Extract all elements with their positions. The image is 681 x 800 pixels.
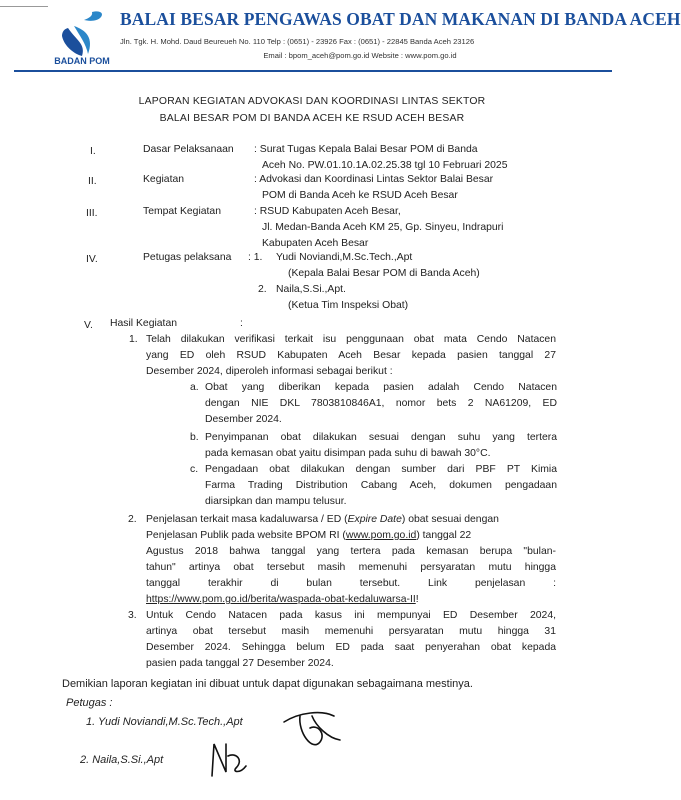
result-2-line-2-end: ) tanggal 22 — [416, 530, 472, 541]
result-1-line-1: Telah dilakukan verifikasi terkait isu penggunaan obat mata Cendo Natacen — [146, 334, 556, 345]
section-1-line-1: : Surat Tugas Kepala Balai Besar POM di Banda — [254, 144, 478, 155]
logo-caption: BADAN POM — [54, 56, 110, 66]
result-3-line-2: artinya obat tersebut masih memenuhi persyaratan mutu hingga 31 — [146, 626, 556, 637]
section-5-number: V. — [84, 320, 93, 331]
result-2-line-6 — [146, 592, 419, 608]
officer-2-name: Naila,S.Si.,Apt. — [276, 284, 346, 295]
agency-name: BALAI BESAR PENGAWAS OBAT DAN MAKANAN DI BANDA ACEH — [120, 9, 681, 29]
result-2-line-1 — [146, 512, 499, 528]
top-edge-line — [0, 6, 48, 7]
signature-officer-2 — [212, 744, 246, 776]
result-2-line-1-end: ) obat sesuai dengan — [401, 514, 499, 525]
section-3-number: III. — [86, 208, 98, 219]
result-2-number: 2. — [128, 514, 137, 525]
result-1b-line-2: pada kemasan obat yaitu disimpan pada suhu di bawah 30°C. — [205, 448, 491, 459]
result-2-line-5: tanggal terakhir di bulan tersebut. Link penjelasan : — [146, 578, 556, 589]
result-2-line-2 — [146, 528, 471, 544]
section-4-label: Petugas pelaksana — [143, 252, 232, 263]
result-1-line-2: yang ED oleh RSUD Kabupaten Aceh Besar kepada pasien tanggal 27 — [146, 350, 556, 361]
result-1c-line-1: Pengadaan obat dilakukan dengan sumber dari PBF PT Kimia — [205, 464, 557, 475]
result-3-number: 3. — [128, 610, 137, 621]
section-3-label: Tempat Kegiatan — [143, 206, 221, 217]
pom-website-link[interactable]: www.pom.go.id — [345, 530, 417, 541]
section-5-label: Hasil Kegiatan — [110, 318, 178, 329]
officer-2-role: (Ketua Tim Inspeksi Obat) — [288, 300, 409, 311]
header-divider — [14, 70, 612, 72]
result-1a-letter: a. — [190, 382, 199, 393]
result-3-line-3: Desember 2024. Sehingga belum ED pada saat penyerahan obat kepada — [146, 642, 556, 653]
report-title-line-2: BALAI BESAR POM DI BANDA ACEH KE RSUD ACEH BESAR — [159, 113, 465, 124]
explanation-link[interactable]: https://www.pom.go.id/berita/waspada-obat-kedaluwarsa-II — [146, 594, 416, 605]
section-2-line-2: POM di Banda Aceh ke RSUD Aceh Besar — [262, 190, 458, 201]
section-4-number: IV. — [86, 254, 98, 265]
result-1-number: 1. — [129, 334, 138, 345]
section-2-number: II. — [88, 176, 97, 187]
signature-officer-1 — [284, 713, 340, 745]
officer-2-prefix: 2. — [258, 284, 267, 295]
result-1a-line-1: Obat yang diberikan kepada pasien adalah Cendo Natacen — [205, 382, 557, 393]
closing-officer-1: 1. Yudi Noviandi,M.Sc.Tech.,Apt — [86, 716, 243, 728]
officer-1-name: Yudi Noviandi,M.Sc.Tech.,Apt — [276, 252, 413, 263]
section-1-number: I. — [90, 146, 96, 157]
section-1-label: Dasar Pelaksanaan — [143, 144, 234, 155]
section-2-line-1: : Advokasi dan Koordinasi Lintas Sektor Balai Besar — [254, 174, 494, 185]
result-3-line-4: pasien pada tanggal 27 Desember 2024. — [146, 658, 334, 669]
result-1a-line-2: dengan NIE DKL 7803810846A1, nomor bets 2 NA61209, ED — [205, 398, 557, 409]
result-1c-line-2: Farma Trading Distribution Cabang Aceh, dokumen pengadaan — [205, 480, 557, 491]
result-1a-line-3: Desember 2024. — [205, 414, 282, 425]
result-3-line-1: Untuk Cendo Natacen pada kasus ini mempunyai ED Desember 2024, — [146, 610, 556, 621]
closing-officer-2: 2. Naila,S.Si.,Apt — [80, 754, 164, 766]
expire-date-term: Expire Date — [347, 514, 402, 525]
result-1-line-3: Desember 2024, diperoleh informasi sebagai berikut : — [146, 366, 393, 377]
result-2-line-6-end: ! — [415, 594, 419, 605]
officer-1-prefix: : 1. — [248, 252, 263, 263]
result-2-line-3: Agustus 2018 bahwa tanggal yang tertera pada kemasan berupa "bulan- — [146, 546, 556, 557]
result-1b-letter: b. — [190, 432, 199, 443]
section-1-line-2: Aceh No. PW.01.10.1A.02.25.38 tgl 10 Februari 2025 — [262, 160, 508, 171]
result-1c-line-3: diarsipkan dan mampu telusur. — [205, 496, 347, 507]
report-title-line-1: LAPORAN KEGIATAN ADVOKASI DAN KOORDINASI LINTAS SEKTOR — [138, 96, 486, 107]
agency-contact: Email : bpom_aceh@pom.go.id Website : www.pom.go.id — [263, 51, 457, 60]
section-2-label: Kegiatan — [143, 174, 185, 185]
result-2-line-2-start: Penjelasan Publik pada website BPOM RI ( — [146, 530, 346, 541]
section-3-line-1: : RSUD Kabupaten Aceh Besar, — [254, 206, 401, 217]
section-3-line-2: Jl. Medan-Banda Aceh KM 25, Gp. Sinyeu, Indrapuri — [262, 222, 504, 233]
closing-statement: Demikian laporan kegiatan ini dibuat untuk dapat digunakan sebagaimana mestinya. — [62, 678, 473, 690]
section-3-line-3: Kabupaten Aceh Besar — [262, 238, 369, 249]
agency-address: Jln. Tgk. H. Mohd. Daud Beureueh No. 110 Telp : (0651) - 23926 Fax : (0651) - 22845 Banda Aceh 23126 — [120, 37, 475, 46]
section-5-colon: : — [240, 318, 243, 329]
officers-label: Petugas : — [66, 697, 113, 709]
result-1b-line-1: Penyimpanan obat dilakukan sesuai dengan suhu yang tertera — [205, 432, 557, 443]
result-1c-letter: c. — [190, 464, 199, 475]
result-2-line-1-start: Penjelasan terkait masa kadaluwarsa / ED ( — [146, 514, 348, 525]
officer-1-role: (Kepala Balai Besar POM di Banda Aceh) — [288, 268, 480, 279]
result-2-line-4: tahun" artinya obat tersebut masih memenuhi persyaratan mutu hingga — [146, 562, 556, 573]
